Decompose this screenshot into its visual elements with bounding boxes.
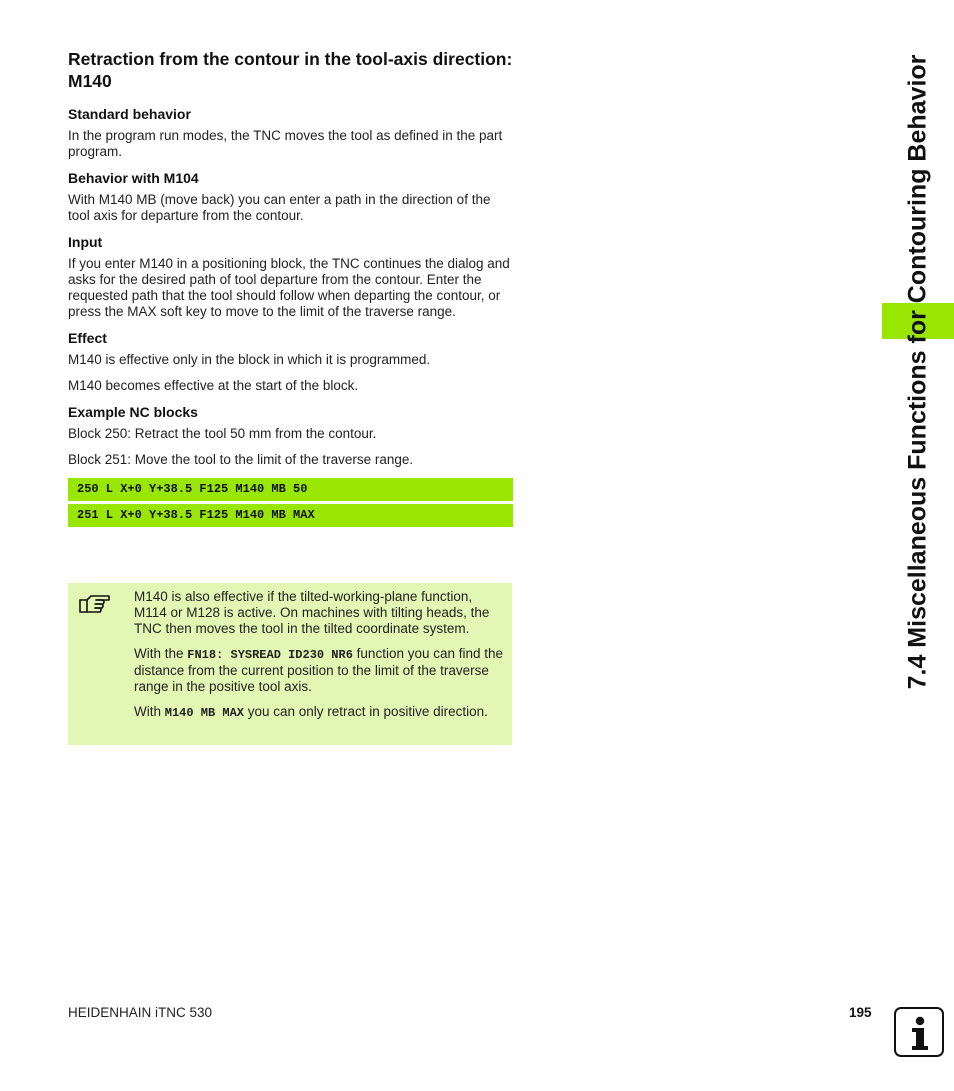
nc-block-250: 250 L X+0 Y+38.5 F125 M140 MB 50	[68, 478, 513, 501]
section-text: Block 251: Move the tool to the limit of the traverse range.	[68, 452, 414, 467]
section-text: M140 is effective only in the block in which it is programmed.	[68, 352, 431, 367]
section-example-nc-blocks	[68, 404, 513, 527]
section-text: If you enter M140 in a positioning block, the TNC continues the dialog and asks for the desired path of tool departure from the contour. Enter the requested path that the tool should follow when departing the contour, or press the MAX soft key to move to the limit of the traverse range.	[68, 256, 510, 319]
section-heading: Example NC blocks	[68, 404, 198, 420]
main-content	[68, 48, 513, 533]
section-text: With M140 MB (move back) you can enter a path in the direction of the tool axis for departure from the contour.	[68, 192, 491, 223]
section-heading: Behavior with M104	[68, 170, 199, 186]
section-standard-behavior	[68, 106, 513, 160]
nc-code-block	[68, 478, 513, 527]
section-heading: Input	[68, 234, 103, 250]
chapter-side-title: 7.4 Miscellaneous Functions for Contouring Behavior	[903, 54, 932, 690]
section-effect	[68, 330, 513, 394]
section-heading: Effect	[68, 330, 107, 346]
note-paragraph: M140 is also effective if the tilted-working-plane function, M114 or M128 is active. On machines with tilting heads, the TNC then moves the tool in the tilted coordinate system.	[134, 589, 490, 636]
section-text: In the program run modes, the TNC moves the tool as defined in the part program.	[68, 128, 503, 159]
note-paragraph	[134, 704, 506, 721]
page-title: Retraction from the contour in the tool-axis direction: M140	[68, 49, 513, 91]
footer-product-name: HEIDENHAIN iTNC 530	[68, 1005, 213, 1020]
section-behavior-m104	[68, 170, 513, 224]
section-text: Block 250: Retract the tool 50 mm from the contour.	[68, 426, 377, 441]
section-text: M140 becomes effective at the start of the block.	[68, 378, 359, 393]
note-box	[68, 583, 512, 745]
note-text-fragment: With	[134, 704, 165, 719]
section-heading: Standard behavior	[68, 106, 191, 122]
nc-block-251: 251 L X+0 Y+38.5 F125 M140 MB MAX	[68, 504, 513, 527]
inline-code: FN18: SYSREAD ID230 NR6	[187, 648, 353, 662]
note-text-fragment: function you can find the distance from the current position to the limit of the traverse range in the positive tool axis.	[134, 646, 504, 694]
section-input	[68, 234, 513, 320]
note-text-fragment: you can only retract in positive direction.	[243, 704, 488, 719]
info-icon	[894, 1007, 944, 1057]
pointing-hand-icon	[78, 591, 112, 617]
note-text-fragment: With the	[134, 646, 188, 661]
inline-code: M140 MB MAX	[164, 706, 244, 720]
note-text	[134, 589, 506, 730]
page-number: 195	[849, 1005, 872, 1020]
note-paragraph	[134, 646, 506, 695]
